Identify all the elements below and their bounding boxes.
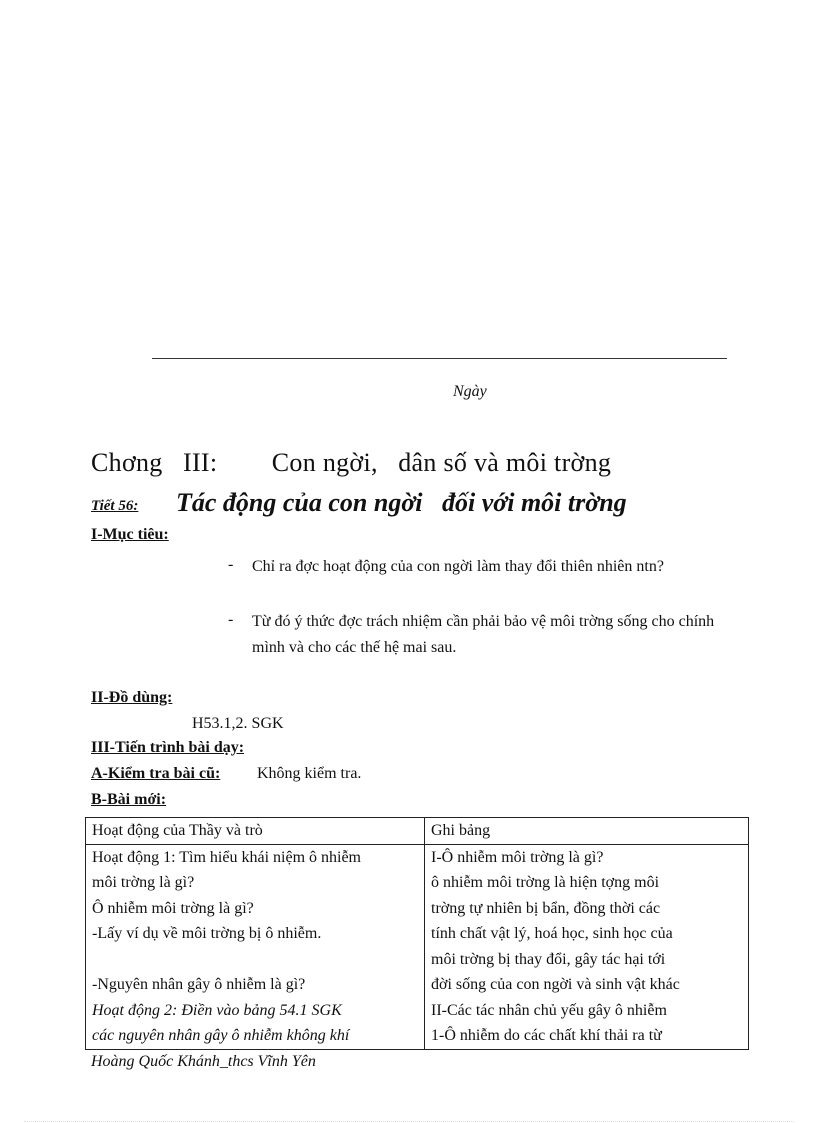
table-line: môi trờng là gì? — [92, 874, 195, 891]
board-notes-cell — [425, 818, 749, 845]
board-notes-cell — [425, 844, 749, 1049]
lesson-title: Tác động của con ngời đối với môi trờng — [176, 488, 627, 517]
table-line: -Lấy ví dụ về môi trờng bị ô nhiễm. — [92, 925, 322, 942]
objective-item: Từ đó ý thức đợc trách nhiệm cần phải bảo vệ môi trờng sống cho chính mình và cho các thế hệ mai sau. — [252, 613, 715, 656]
materials-heading: II-Đồ dùng: — [91, 689, 173, 706]
table-line: 1-Ô nhiễm do các chất khí thải ra từ — [431, 1027, 662, 1044]
bullet-marker: - — [228, 556, 234, 573]
table-line: Hoạt động 1: Tìm hiểu khái niệm ô nhiễm — [92, 848, 361, 866]
new-lesson-heading: B-Bài mới: — [91, 791, 167, 808]
process-heading: III-Tiến trình bài dạy: — [91, 739, 245, 756]
table-row — [86, 844, 749, 1049]
table-line: Ghi bảng — [431, 822, 491, 839]
table-line: đời sống của con ngời và sinh vật khác — [431, 976, 680, 993]
objective-item: Chỉ ra đợc hoạt động của con ngời làm thay đổi thiên nhiên ntn? — [252, 558, 664, 575]
materials-text: H53.1,2. SGK — [192, 715, 284, 732]
lesson-table — [85, 817, 749, 1050]
page-footer: Hoàng Quốc Khánh_thcs Vĩnh Yên — [91, 1053, 316, 1070]
table-line — [92, 947, 418, 973]
review-heading: A-Kiểm tra bài cũ: — [91, 765, 221, 782]
table-line: -Nguyên nhân gây ô nhiễm là gì? — [92, 976, 306, 993]
lesson-number: Tiết 56: — [91, 498, 139, 514]
table-line: môi trờng bị thay đổi, gây tác hại tới — [431, 950, 666, 968]
table-line: Hoạt động của Thầy và trò — [92, 822, 263, 839]
objectives-heading: I-Mục tiêu: — [91, 526, 169, 543]
table-line: ô nhiễm môi trờng là hiện tợng môi — [431, 874, 660, 891]
bullet-marker: - — [228, 611, 234, 628]
table-line: II-Các tác nhân chủ yếu gây ô nhiễm — [431, 1001, 667, 1019]
table-line: tính chất vật lý, hoá học, sinh học của — [431, 925, 673, 942]
date-label: Ngày — [453, 383, 487, 400]
review-text: Không kiểm tra. — [257, 765, 362, 782]
table-line: Hoạt động 2: Điền vào bảng 54.1 SGK — [92, 1001, 342, 1019]
header-rule — [152, 358, 727, 359]
chapter-title: Chơng III: Con ngời, dân số và môi trờng — [91, 448, 612, 477]
table-line: các nguyên nhân gây ô nhiễm không khí — [92, 1027, 350, 1044]
table-line: trờng tự nhiên bị bẩn, đồng thời các — [431, 899, 661, 917]
table-row — [86, 818, 749, 845]
teacher-activities-cell — [86, 844, 425, 1049]
table-line: Ô nhiễm môi trờng là gì? — [92, 899, 254, 917]
teacher-activities-cell — [86, 818, 425, 845]
page-bottom-border — [24, 1121, 794, 1122]
table-line: I-Ô nhiễm môi trờng là gì? — [431, 848, 604, 866]
